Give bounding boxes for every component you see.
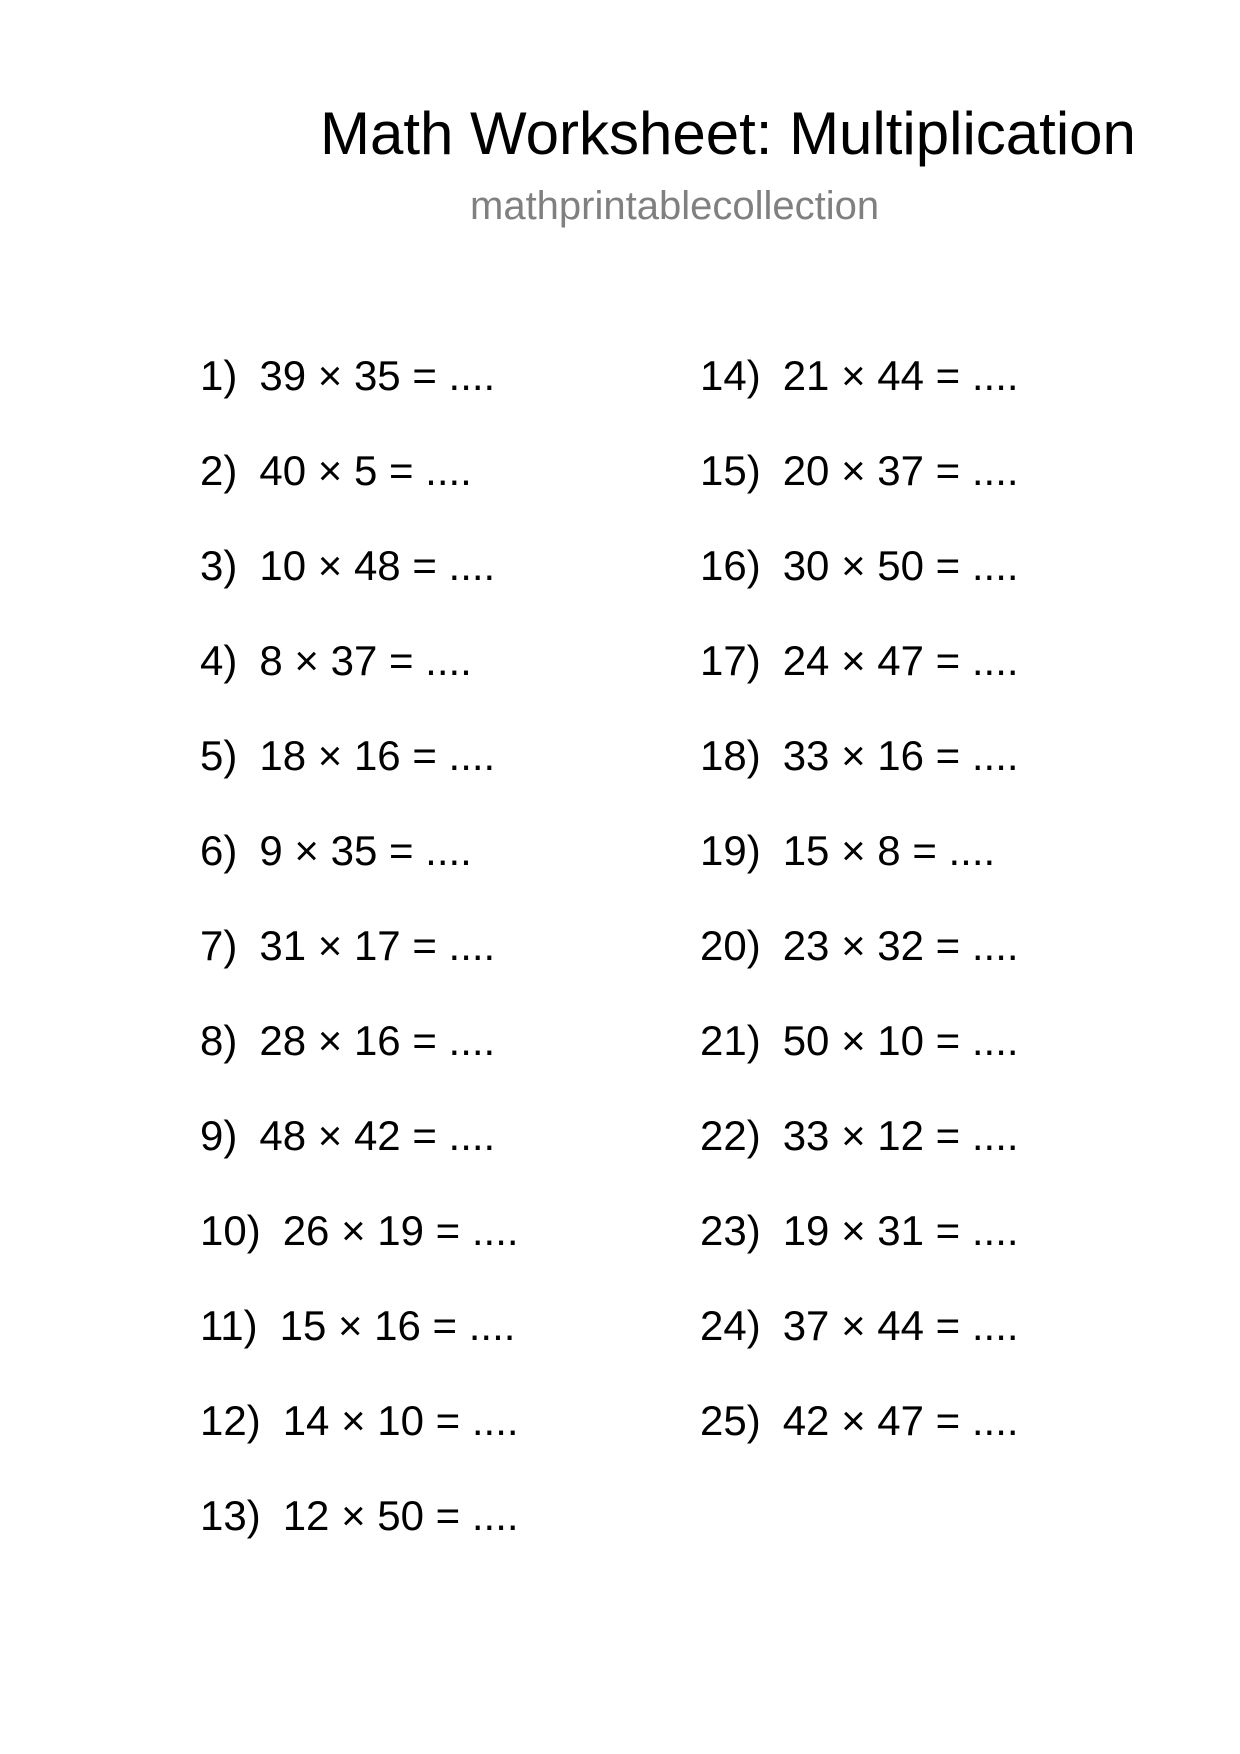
problem-item xyxy=(700,637,1019,732)
problem-number: 2) xyxy=(200,447,238,494)
problem-number: 7) xyxy=(200,922,238,969)
problem-item xyxy=(700,542,1019,637)
problem-expression: 26 × 19 = .... xyxy=(282,1207,519,1254)
problem-number: 1) xyxy=(200,352,238,399)
problem-expression: 15 × 16 = .... xyxy=(279,1302,516,1349)
problem-number: 15) xyxy=(700,447,761,494)
problem-expression: 40 × 5 = .... xyxy=(259,447,472,494)
problem-expression: 21 × 44 = .... xyxy=(782,352,1019,399)
page-subtitle: mathprintablecollection xyxy=(470,184,880,228)
problem-number: 11) xyxy=(200,1302,258,1349)
problem-expression: 37 × 44 = .... xyxy=(782,1302,1019,1349)
problem-number: 19) xyxy=(700,827,761,874)
problem-number: 16) xyxy=(700,542,761,589)
problem-item xyxy=(700,447,1019,542)
page-title: Math Worksheet: Multiplication xyxy=(320,100,1136,167)
problem-number: 9) xyxy=(200,1112,238,1159)
problem-number: 3) xyxy=(200,542,238,589)
problem-number: 4) xyxy=(200,637,238,684)
problem-expression: 24 × 47 = .... xyxy=(782,637,1019,684)
problem-number: 25) xyxy=(700,1397,761,1444)
problem-number: 21) xyxy=(700,1017,761,1064)
problem-expression: 39 × 35 = .... xyxy=(259,352,496,399)
problem-number: 12) xyxy=(200,1397,261,1444)
problem-expression: 19 × 31 = .... xyxy=(782,1207,1019,1254)
problem-expression: 9 × 35 = .... xyxy=(259,827,472,874)
problem-item xyxy=(200,352,519,447)
problem-item xyxy=(200,637,519,732)
problem-number: 8) xyxy=(200,1017,238,1064)
problem-number: 24) xyxy=(700,1302,761,1349)
problem-expression: 8 × 37 = .... xyxy=(259,637,472,684)
problem-item xyxy=(200,1207,519,1302)
problem-item xyxy=(700,922,1019,1017)
problem-item xyxy=(200,447,519,542)
problem-item xyxy=(200,1112,519,1207)
problem-number: 14) xyxy=(700,352,761,399)
problem-item xyxy=(700,1397,1019,1492)
problem-item xyxy=(700,1207,1019,1302)
problem-number: 17) xyxy=(700,637,761,684)
problem-expression: 33 × 12 = .... xyxy=(782,1112,1019,1159)
problem-expression: 23 × 32 = .... xyxy=(782,922,1019,969)
problem-expression: 20 × 37 = .... xyxy=(782,447,1019,494)
problem-item xyxy=(200,1302,519,1397)
problem-expression: 50 × 10 = .... xyxy=(782,1017,1019,1064)
problem-item xyxy=(700,1017,1019,1112)
problem-item xyxy=(200,1397,519,1492)
problem-number: 20) xyxy=(700,922,761,969)
problem-expression: 10 × 48 = .... xyxy=(259,542,496,589)
problem-expression: 28 × 16 = .... xyxy=(259,1017,496,1064)
problem-item xyxy=(700,1302,1019,1397)
problem-expression: 48 × 42 = .... xyxy=(259,1112,496,1159)
problem-number: 18) xyxy=(700,732,761,779)
problem-item xyxy=(200,922,519,1017)
problem-expression: 42 × 47 = .... xyxy=(782,1397,1019,1444)
problem-item xyxy=(200,1492,519,1587)
problem-item xyxy=(700,352,1019,447)
problem-expression: 12 × 50 = .... xyxy=(282,1492,519,1539)
problem-expression: 18 × 16 = .... xyxy=(259,732,496,779)
problem-number: 23) xyxy=(700,1207,761,1254)
problem-expression: 14 × 10 = .... xyxy=(282,1397,519,1444)
problem-item xyxy=(200,827,519,922)
problem-number: 22) xyxy=(700,1112,761,1159)
problem-number: 10) xyxy=(200,1207,261,1254)
problem-number: 5) xyxy=(200,732,238,779)
problem-column-right xyxy=(700,352,1019,1492)
problem-number: 13) xyxy=(200,1492,261,1539)
problem-item xyxy=(200,542,519,637)
problem-item xyxy=(200,732,519,827)
problem-expression: 15 × 8 = .... xyxy=(782,827,996,874)
problem-item xyxy=(700,732,1019,827)
problem-item xyxy=(700,1112,1019,1207)
problem-number: 6) xyxy=(200,827,238,874)
problem-expression: 33 × 16 = .... xyxy=(782,732,1019,779)
problem-item xyxy=(200,1017,519,1112)
problem-expression: 30 × 50 = .... xyxy=(782,542,1019,589)
problem-expression: 31 × 17 = .... xyxy=(259,922,496,969)
problem-column-left xyxy=(200,352,519,1587)
problem-item xyxy=(700,827,1019,922)
